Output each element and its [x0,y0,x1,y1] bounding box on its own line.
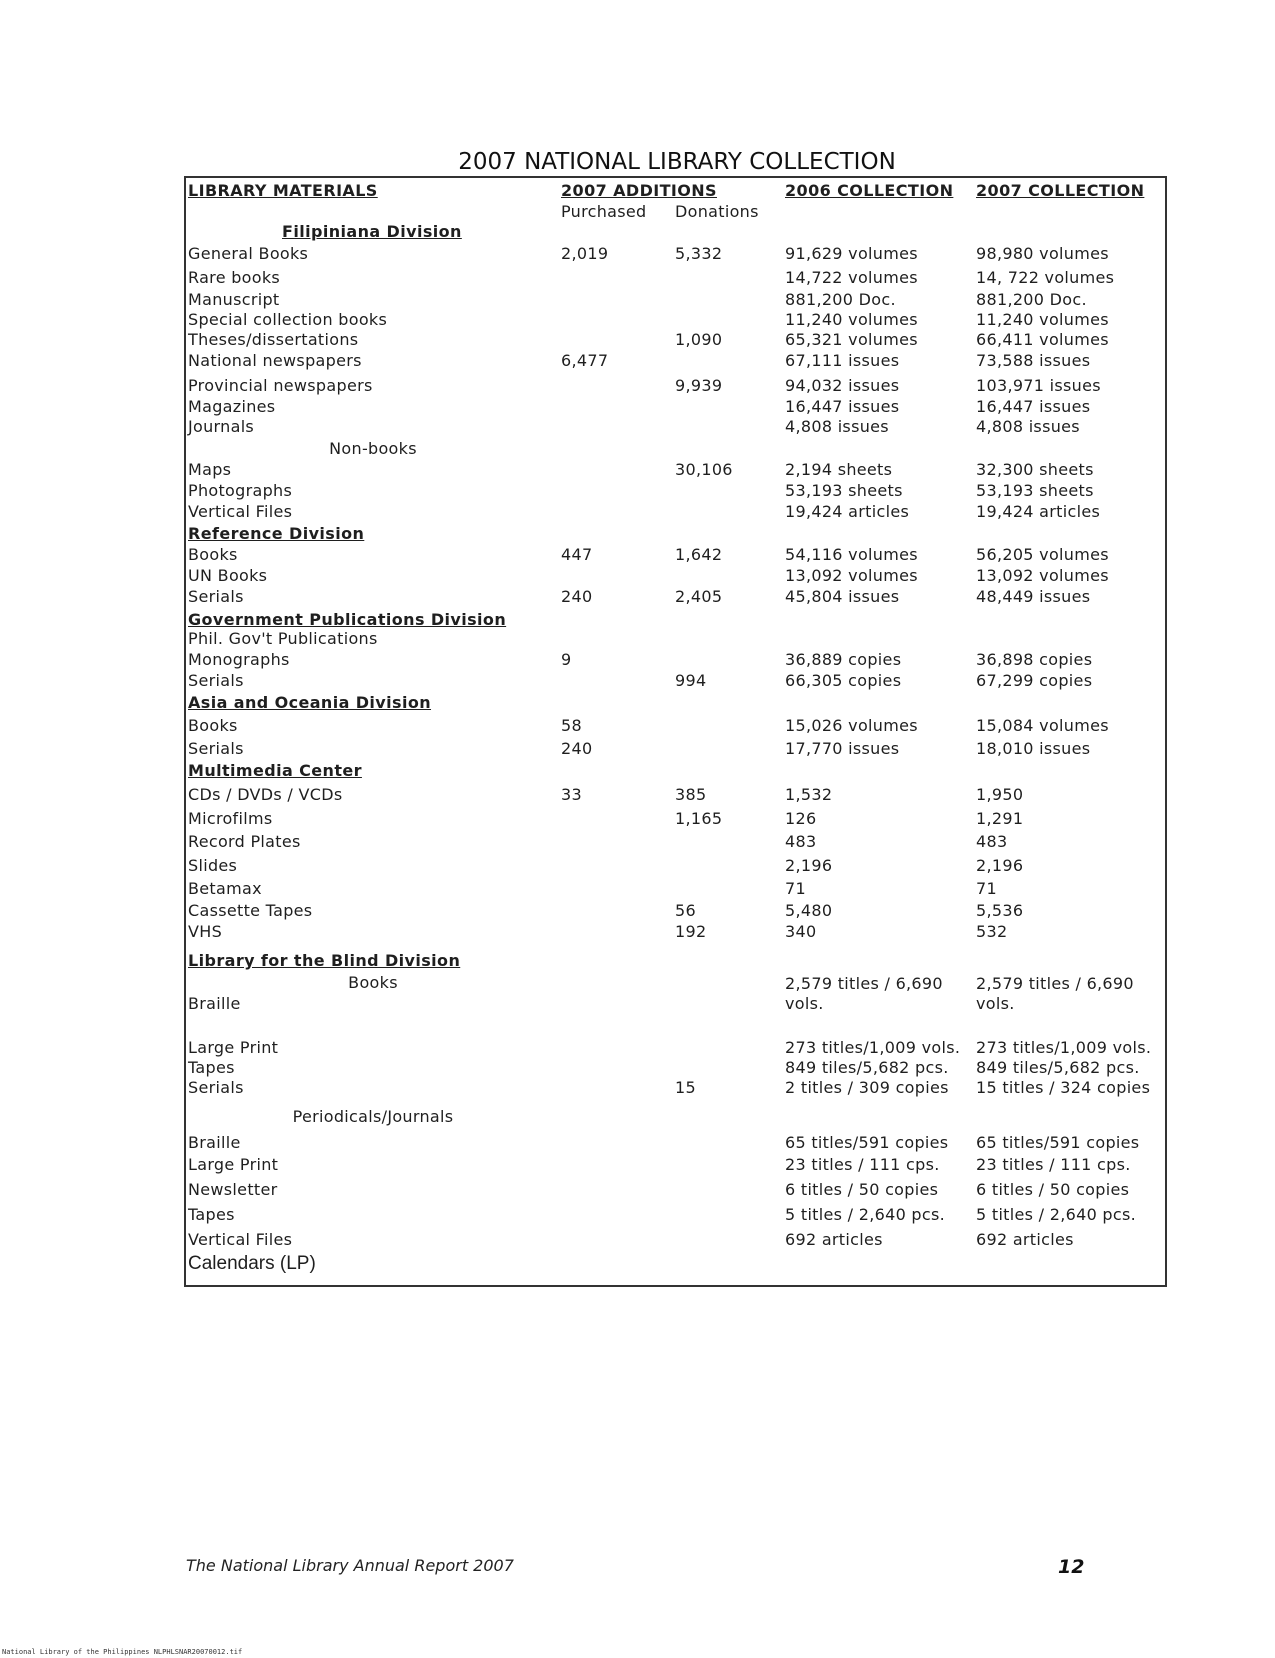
row-label: Vertical Files [188,1230,293,1249]
row-label: Large Print [188,1155,279,1174]
cell-purchased: 33 [561,785,582,804]
cell-2007-collection: 71 [976,879,997,898]
cell-2006-collection: 692 articles [785,1230,883,1249]
cell-2006-collection: 273 titles/1,009 vols. [785,1038,961,1057]
cell-2006-collection: 65 titles/591 copies [785,1133,949,1152]
row-label: Serials [188,739,244,758]
cell-donations: 5,332 [675,244,723,263]
row-label: UN Books [188,566,268,585]
row-label: Maps [188,460,232,479]
row-label: Tapes [188,1058,235,1077]
cell-2007-collection: 692 articles [976,1230,1074,1249]
cell-purchased: 9 [561,650,572,669]
row-label: Journals [188,417,255,436]
cell-2006-collection: 67,111 issues [785,351,900,370]
cell-2006-collection: 17,770 issues [785,739,900,758]
cell-donations: 1,642 [675,545,723,564]
cell-donations: 192 [675,922,707,941]
cell-2007-collection: 15,084 volumes [976,716,1109,735]
cell-donations: 1,165 [675,809,723,828]
cell-2006-collection: 2,196 [785,856,833,875]
cell-2007-collection: 103,971 issues [976,376,1101,395]
cell-donations: 9,939 [675,376,723,395]
cell-2007-collection: 2,196 [976,856,1024,875]
section-heading-asia-and-oceania-division: Asia and Oceania Division [188,693,432,712]
row-label: Special collection books [188,310,388,329]
cell-2007-collection: 67,299 copies [976,671,1093,690]
cell-donations: 56 [675,901,696,920]
cell-2007-collection: 6 titles / 50 copies [976,1180,1130,1199]
cell-2006-collection: 94,032 issues [785,376,900,395]
cell-2006-collection: 15,026 volumes [785,716,918,735]
cell-purchased: 2,019 [561,244,609,263]
cell-2006-collection: 11,240 volumes [785,310,918,329]
cell-2006-collection: 5,480 [785,901,833,920]
header-2007-additions: 2007 ADDITIONS [561,181,717,200]
subheading-periodicals-journals: Periodicals/Journals [292,1107,454,1126]
cell-2006-collection: 71 [785,879,806,898]
row-label: Rare books [188,268,281,287]
cell-2006-collection: 14,722 volumes [785,268,918,287]
cell-2006-collection: 19,424 articles [785,502,910,521]
row-label: Books [188,716,238,735]
cell-2006-collection: 54,116 volumes [785,545,918,564]
header-library-materials: LIBRARY MATERIALS [188,181,378,200]
cell-2007-collection-cont: vols. [976,994,1015,1013]
cell-purchased: 240 [561,739,593,758]
row-label: Braille [188,994,241,1013]
cell-donations: 1,090 [675,330,723,349]
row-label: Newsletter [188,1180,278,1199]
page-number: 12 [1058,1556,1085,1578]
row-label: Provincial newspapers [188,376,373,395]
cell-donations: 385 [675,785,707,804]
cell-donations: 994 [675,671,707,690]
cell-2007-collection: 53,193 sheets [976,481,1094,500]
cell-2007-collection: 98,980 volumes [976,244,1109,263]
row-label: Large Print [188,1038,279,1057]
row-label: Betamax [188,879,262,898]
row-label-calendars: Calendars (LP) [188,1253,316,1274]
header-donations: Donations [675,202,759,221]
cell-2007-collection: 273 titles/1,009 vols. [976,1038,1152,1057]
cell-2007-collection: 849 tiles/5,682 pcs. [976,1058,1140,1077]
cell-2006-collection: 66,305 copies [785,671,902,690]
cell-2006-collection: 881,200 Doc. [785,290,896,309]
cell-2007-collection: 11,240 volumes [976,310,1109,329]
collection-table [184,176,1167,1287]
row-label: Microfilms [188,809,273,828]
cell-2007-collection: 56,205 volumes [976,545,1109,564]
row-label: CDs / DVDs / VCDs [188,785,343,804]
cell-donations: 30,106 [675,460,733,479]
row-label: Vertical Files [188,502,293,521]
cell-donations: 15 [675,1078,696,1097]
row-label: Manuscript [188,290,280,309]
cell-2006-collection: 23 titles / 111 cps. [785,1155,940,1174]
cell-2006-collection: 2,579 titles / 6,690 [785,974,943,993]
row-label: Books [188,545,238,564]
cell-2007-collection: 2,579 titles / 6,690 [976,974,1134,993]
cell-2006-collection: 13,092 volumes [785,566,918,585]
cell-2006-collection: 126 [785,809,817,828]
cell-2007-collection: 5,536 [976,901,1024,920]
cell-2007-collection: 48,449 issues [976,587,1091,606]
cell-2007-collection: 65 titles/591 copies [976,1133,1140,1152]
cell-purchased: 6,477 [561,351,609,370]
row-label: Slides [188,856,238,875]
cell-2007-collection: 66,411 volumes [976,330,1109,349]
cell-2007-collection: 23 titles / 111 cps. [976,1155,1131,1174]
row-label: Magazines [188,397,276,416]
cell-2006-collection: 65,321 volumes [785,330,918,349]
row-label: Serials [188,587,244,606]
cell-2007-collection: 32,300 sheets [976,460,1094,479]
cell-2007-collection: 36,898 copies [976,650,1093,669]
cell-purchased: 447 [561,545,593,564]
cell-2006-collection: 340 [785,922,817,941]
cell-purchased: 58 [561,716,582,735]
cell-2007-collection: 19,424 articles [976,502,1101,521]
cell-2006-collection: 2,194 sheets [785,460,893,479]
page-title: 2007 NATIONAL LIBRARY COLLECTION [458,149,896,175]
cell-2006-collection: 16,447 issues [785,397,900,416]
row-label: Braille [188,1133,241,1152]
cell-2006-collection: 5 titles / 2,640 pcs. [785,1205,946,1224]
cell-2007-collection: 13,092 volumes [976,566,1109,585]
subheading-books: Books [348,973,398,992]
row-label: Theses/dissertations [188,330,359,349]
footer-report-title: The National Library Annual Report 2007 [186,1556,514,1575]
header-purchased: Purchased [561,202,647,221]
row-label: Monographs [188,650,290,669]
cell-donations: 2,405 [675,587,723,606]
cell-2006-collection-cont: vols. [785,994,824,1013]
row-label: Cassette Tapes [188,901,313,920]
cell-2007-collection: 73,588 issues [976,351,1091,370]
cell-2007-collection: 18,010 issues [976,739,1091,758]
section-heading-filipiniana-division: Filipiniana Division [282,222,462,241]
cell-2006-collection: 483 [785,832,817,851]
cell-2006-collection: 36,889 copies [785,650,902,669]
cell-2006-collection: 53,193 sheets [785,481,903,500]
cell-2006-collection: 1,532 [785,785,833,804]
row-label: General Books [188,244,309,263]
scan-label: National Library of the Philippines NLPHLSNAR20070012.tif [2,1648,243,1656]
header-2007-collection: 2007 COLLECTION [976,181,1145,200]
row-label: Tapes [188,1205,235,1224]
cell-2006-collection: 45,804 issues [785,587,900,606]
section-heading-reference-division: Reference Division [188,524,365,543]
row-label: National newspapers [188,351,362,370]
section-heading-government-publications-division: Government Publications Division [188,610,507,629]
cell-2006-collection: 4,808 issues [785,417,889,436]
cell-2006-collection: 849 tiles/5,682 pcs. [785,1058,949,1077]
cell-2006-collection: 91,629 volumes [785,244,918,263]
cell-2007-collection: 5 titles / 2,640 pcs. [976,1205,1137,1224]
cell-2006-collection: 2 titles / 309 copies [785,1078,949,1097]
section-heading-multimedia-center: Multimedia Center [188,761,362,780]
cell-2006-collection: 6 titles / 50 copies [785,1180,939,1199]
cell-2007-collection: 532 [976,922,1008,941]
cell-2007-collection: 483 [976,832,1008,851]
cell-2007-collection: 1,950 [976,785,1024,804]
header-2006-collection: 2006 COLLECTION [785,181,954,200]
section-heading-library-for-the-blind-division: Library for the Blind Division [188,951,461,970]
cell-2007-collection: 15 titles / 324 copies [976,1078,1151,1097]
cell-2007-collection: 1,291 [976,809,1024,828]
row-label: Phil. Gov't Publications [188,629,378,648]
cell-2007-collection: 881,200 Doc. [976,290,1087,309]
row-label: Serials [188,1078,244,1097]
cell-2007-collection: 4,808 issues [976,417,1080,436]
cell-2007-collection: 16,447 issues [976,397,1091,416]
row-label: Photographs [188,481,293,500]
cell-purchased: 240 [561,587,593,606]
cell-2007-collection: 14, 722 volumes [976,268,1115,287]
row-label: Serials [188,671,244,690]
subheading-non-books: Non-books [329,439,417,458]
row-label: Record Plates [188,832,301,851]
row-label: VHS [188,922,223,941]
